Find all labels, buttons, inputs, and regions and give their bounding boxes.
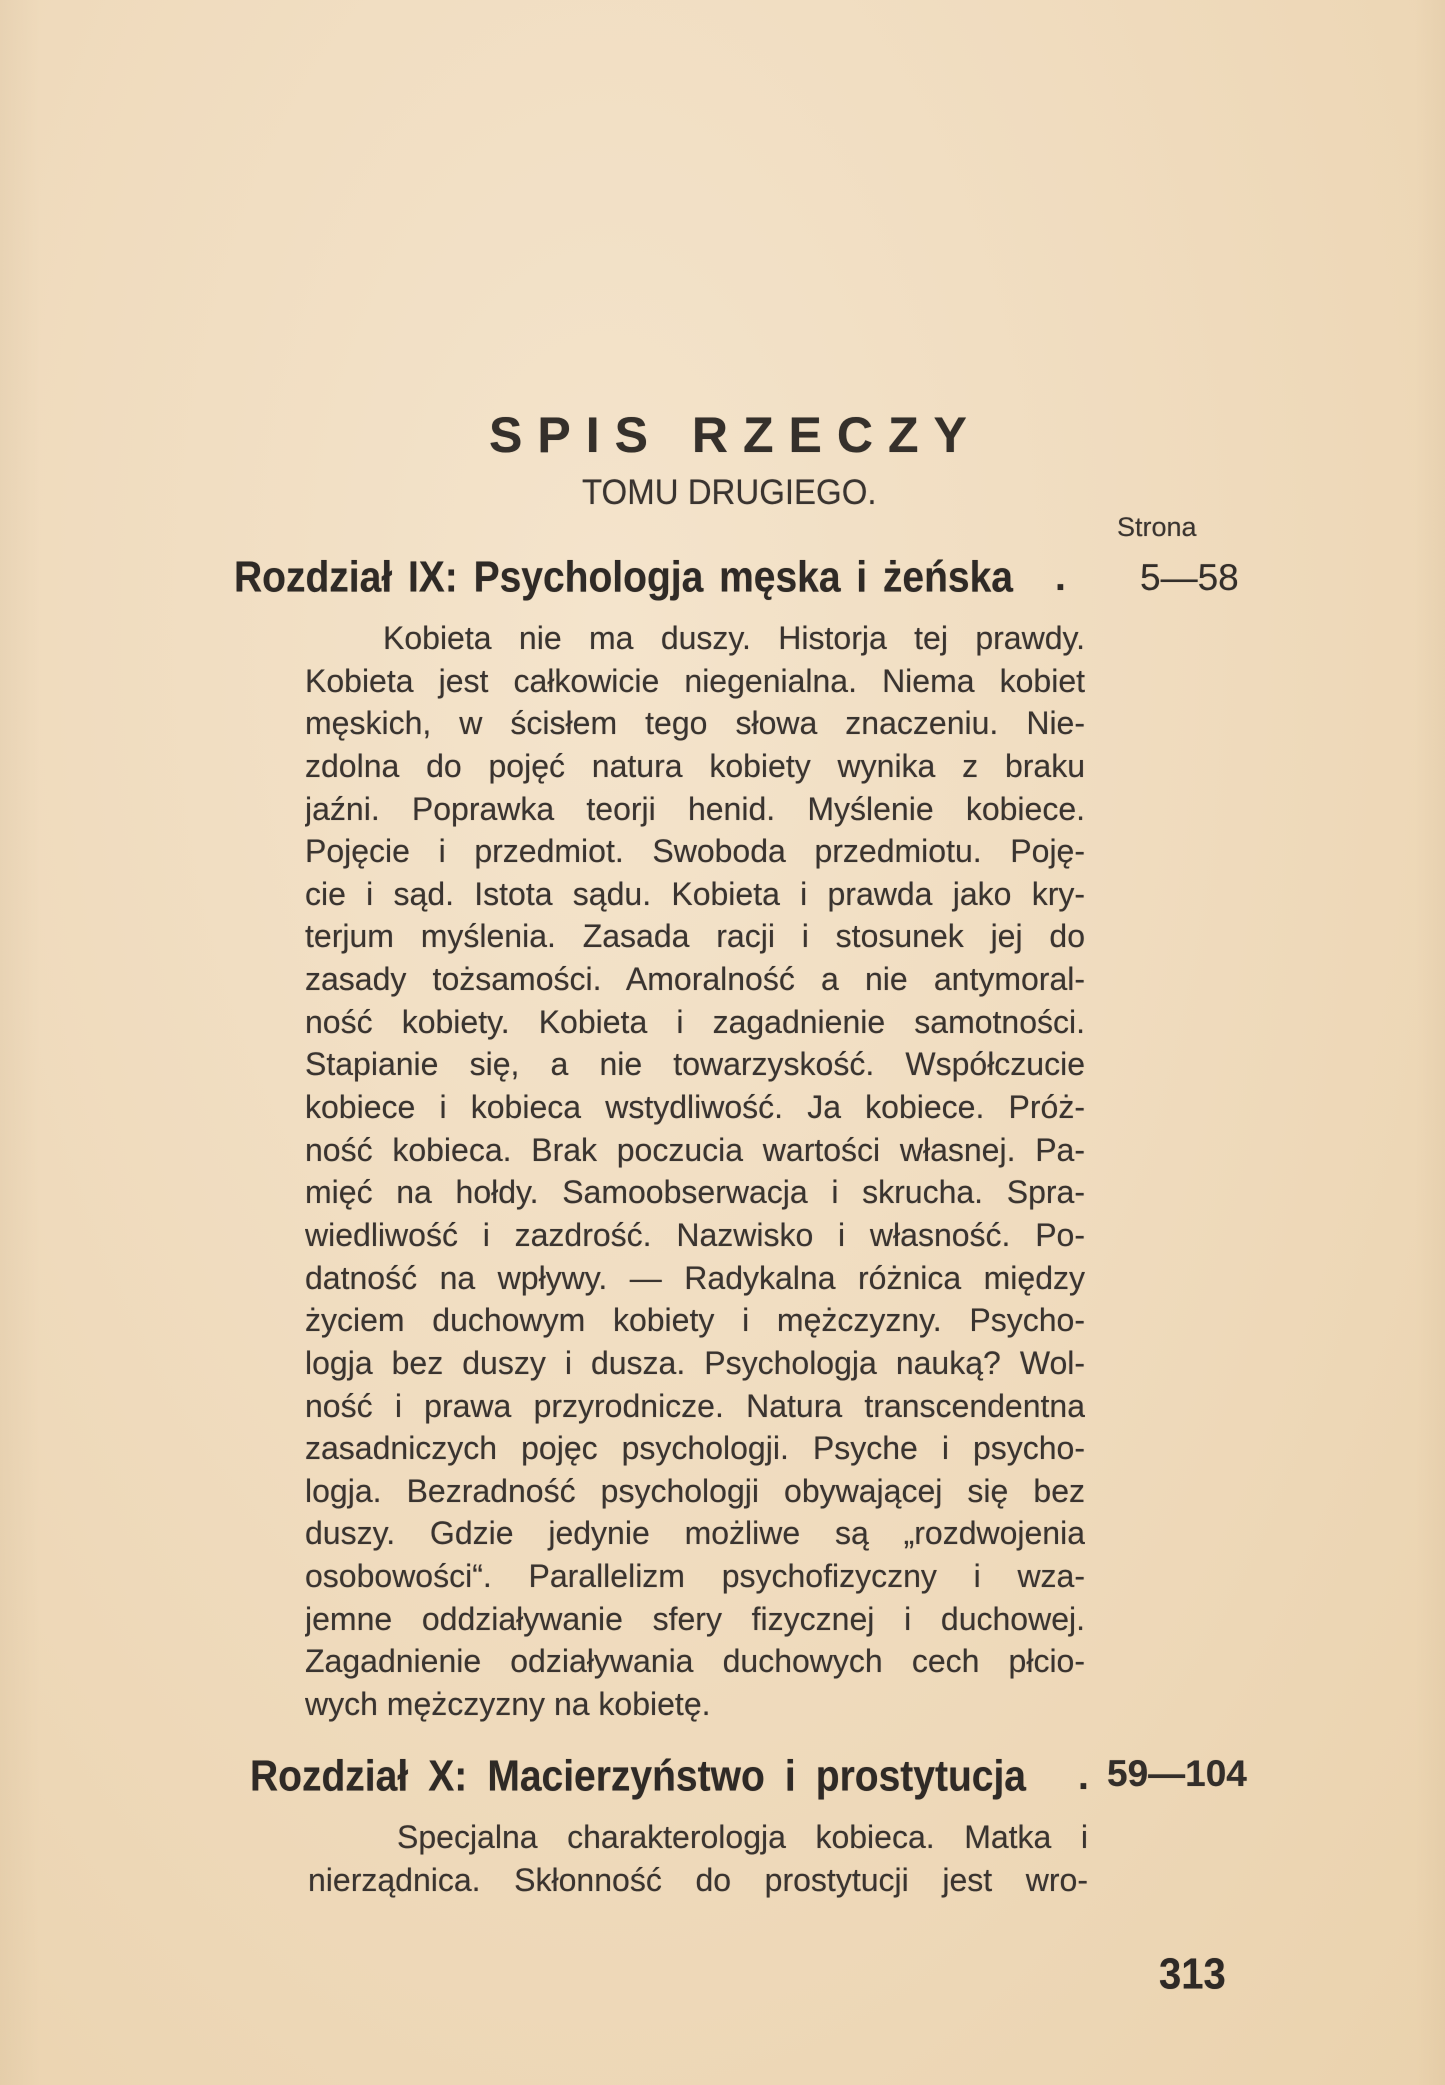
chapter-page-range: 59—104 — [1107, 1753, 1247, 1794]
page-number: 313 — [1159, 1949, 1226, 1999]
page-title: SPIS RZECZY — [489, 407, 982, 463]
chapter-summary-line: Pojęcie i przedmiot. Swoboda przedmiotu. Poję- — [305, 833, 1085, 870]
chapter-summary-line: wiedliwość i zazdrość. Nazwisko i własność. Po- — [305, 1216, 1085, 1253]
chapter-summary-line: wych mężczyzny na kobietę. — [305, 1686, 711, 1723]
chapter-summary — [305, 617, 1085, 1726]
chapter-summary-line: Stapianie się, a nie towarzyskość. Współczucie — [305, 1046, 1085, 1083]
chapter-summary-line: datność na wpływy. — Radykalna różnica między — [305, 1259, 1085, 1296]
chapter-page-range: 5—58 — [1140, 557, 1239, 598]
chapter-summary-line: życiem duchowym kobiety i mężczyzny. Psycho- — [305, 1302, 1085, 1339]
chapter-summary-line: osobowości“. Parallelizm psychofizyczny i wza- — [305, 1558, 1085, 1595]
chapter-summary-line: Specjalna charakterologja kobieca. Matka i — [397, 1819, 1088, 1855]
chapter-summary-line: Zagadnienie odziaływania duchowych cech płcio- — [305, 1643, 1085, 1680]
chapter-heading: Rozdział IX: Psychologja męska i żeńska — [234, 553, 1013, 602]
chapter-summary-line: Kobieta nie ma duszy. Historja tej prawdy. — [383, 620, 1085, 656]
chapter-summary-line: męskich, w ścisłem tego słowa znaczeniu. Nie- — [305, 705, 1085, 742]
chapter-summary-line: Kobieta jest całkowicie niegenialna. Niema kobiet — [305, 662, 1085, 699]
chapter-summary-line: logja. Bezradność psychologji obywającej się bez — [305, 1472, 1085, 1509]
chapter-summary-line: ność kobieca. Brak poczucia wartości własnej. Pa- — [305, 1131, 1085, 1168]
chapter-summary-line: zdolna do pojęć natura kobiety wynika z braku — [305, 747, 1085, 784]
chapter-leader-dot: . — [1078, 1755, 1089, 1798]
chapter-heading: Rozdział X: Macierzyństwo i prostytucja — [250, 1752, 1026, 1801]
chapter-summary-line: zasadniczych pojęc psychologji. Psyche i psycho- — [305, 1430, 1085, 1467]
page-column-label: Strona — [1117, 512, 1197, 542]
page-subtitle: TOMU DRUGIEGO. — [582, 471, 877, 512]
chapter-summary-line: kobiece i kobieca wstydliwość. Ja kobiece. Próż- — [305, 1089, 1085, 1126]
chapter-summary-line: jaźni. Poprawka teorji henid. Myślenie kobiece. — [305, 790, 1085, 827]
chapter-summary-line: zasady tożsamości. Amoralność a nie antymoral- — [305, 961, 1085, 998]
chapter-summary-line: terjum myślenia. Zasada racji i stosunek jej do — [305, 918, 1085, 955]
chapter-summary-line: cie i sąd. Istota sądu. Kobieta i prawda jako kry- — [305, 875, 1085, 912]
chapter-summary-line: ność i prawa przyrodnicze. Natura transcendentna — [305, 1387, 1085, 1424]
chapter-summary-line: jemne oddziaływanie sfery fizycznej i duchowej. — [305, 1600, 1085, 1637]
chapter-leader-dot: . — [1055, 556, 1066, 599]
chapter-summary-line: logja bez duszy i dusza. Psychologja nauką? Wol- — [305, 1344, 1085, 1381]
chapter-summary-line: ność kobiety. Kobieta i zagadnienie samotności. — [305, 1003, 1085, 1040]
chapter-summary — [308, 1816, 1088, 1901]
chapter-summary-line: mięć na hołdy. Samoobserwacja i skrucha. Spra- — [305, 1174, 1085, 1211]
chapter-summary-line: nierządnica. Skłonność do prostytucji jest wro- — [308, 1861, 1088, 1898]
chapter-summary-line: duszy. Gdzie jedynie możliwe są „rozdwojenia — [305, 1515, 1085, 1552]
